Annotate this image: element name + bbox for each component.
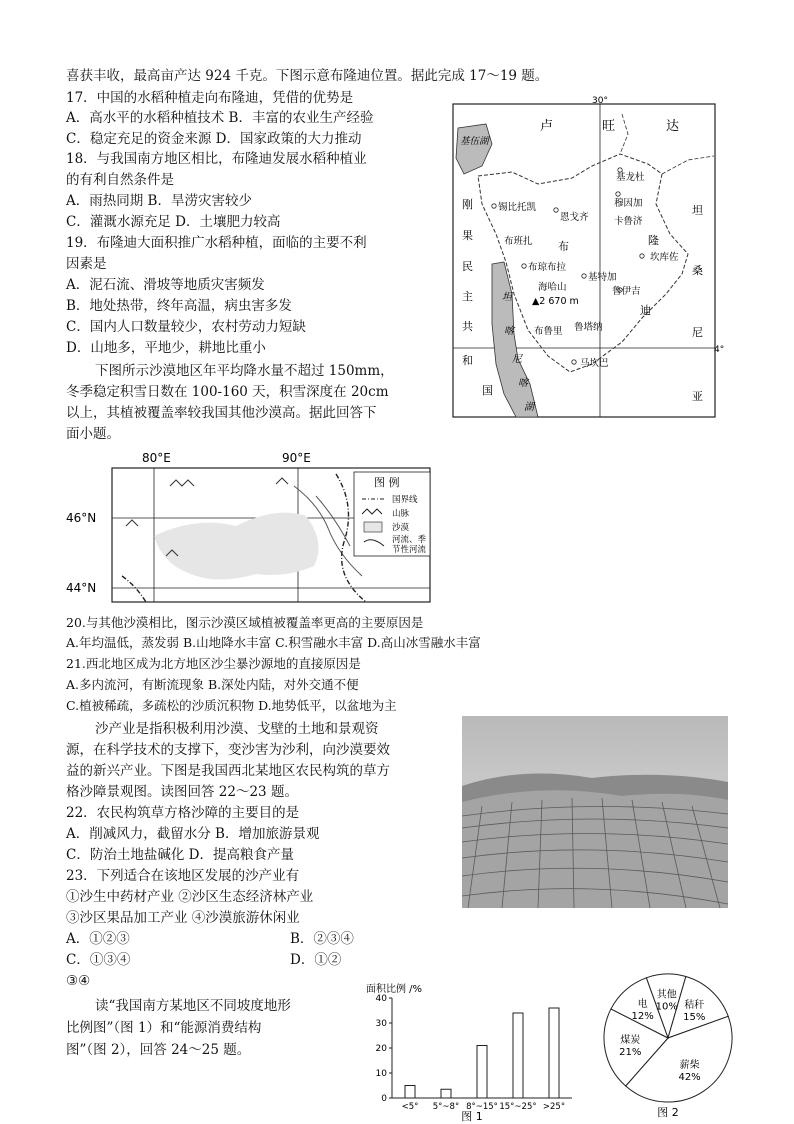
pie-value: 21% [619, 1047, 642, 1059]
text-line: 源，在科学技术的支撑下，变沙害为沙利，向沙漠要效 [66, 742, 390, 758]
map-label: 国 [482, 384, 493, 397]
option-line: C．灌溉水源充足 D．土壤肥力较高 [66, 214, 281, 230]
text-line: 冬季稳定积雪日数在 100-160 天，积雪深度在 20cm [66, 384, 389, 400]
map-label: 湖 [524, 402, 534, 413]
map-legend-label: 节性河流 [392, 545, 427, 555]
map-label: 主 [462, 290, 473, 303]
pie-value: 15% [683, 1012, 706, 1024]
map-label: 80°E [142, 451, 171, 465]
map-legend-label: 山脉 [392, 509, 410, 519]
question-17: 17．中国的水稻种植走向布隆迪，凭借的优势是 [66, 90, 354, 106]
option-line: ③④ [66, 973, 91, 989]
pie-label: 电 [637, 999, 648, 1011]
map-label: 恩戈齐 [560, 212, 589, 223]
map-label: 基特加 [588, 272, 617, 283]
map-label: 旺 [602, 119, 616, 134]
map-label: 布琼布拉 [528, 262, 567, 273]
x-tick-label: 15°~25° [499, 1102, 537, 1112]
map-label: 卢 [540, 119, 554, 134]
map-label: 坦 [692, 204, 703, 217]
question-19: 19．布隆迪大面积推广水稻种植，面临的主要不利 [66, 235, 367, 251]
map-legend-title: 图 例 [374, 476, 400, 489]
map-label: 共 [462, 320, 473, 333]
bar-0 [405, 1086, 415, 1099]
option-line: A.多内流河，有断流现象 B.深处内陆，对外交通不便 [66, 677, 359, 692]
x-tick-label: >25° [542, 1102, 566, 1112]
option-line: A．雨热同期 B．旱涝灾害较少 [66, 193, 252, 209]
x-tick-label: 8°~15° [466, 1102, 498, 1112]
map-label: 和 [462, 354, 473, 367]
pie-label: 秸秆 [684, 1000, 705, 1012]
option-line: C．①③④ [66, 952, 131, 968]
map-label: 坎库佐 [650, 252, 679, 263]
pie-value: 12% [631, 1011, 654, 1023]
option-line: D．①② [290, 952, 342, 968]
pie-label: 其他 [656, 989, 677, 1001]
map-label: 桑 [692, 264, 703, 277]
y-tick-label: 20 [375, 1044, 387, 1054]
map-label: 46°N [66, 511, 97, 525]
chart-caption: 图 1 [461, 1110, 483, 1123]
chart-ylabel: 面积比例 /% [366, 984, 423, 995]
map-label: 44°N [66, 581, 97, 595]
question-20: 20.与其他沙漠相比，图示沙漠区域植被覆盖率更高的主要原因是 [66, 615, 424, 630]
text-line: 因素是 [66, 256, 107, 272]
map-label: 锡比托凯 [498, 202, 537, 213]
text-line: 图”（图 2），回答 24～25 题。 [66, 1042, 251, 1058]
pie-label: 薪柴 [679, 1059, 700, 1071]
map-legend-label: 河流、季 [392, 535, 427, 545]
option-line: C.植被稀疏，多疏松的沙质沉积物 D.地势低平，以盆地为主 [66, 698, 397, 713]
map-label: 穆因加 [614, 198, 643, 209]
bar-3 [513, 1013, 523, 1098]
map-label: 布鲁里 [534, 326, 563, 337]
map-label: 隆 [648, 234, 659, 247]
pie-value: 42% [678, 1071, 701, 1083]
map-label: 马坎巴 [580, 358, 609, 369]
bar-4 [549, 1008, 559, 1098]
map-label: 喀 [518, 378, 528, 389]
option-line: A．高水平的水稻种植技术 B．丰富的农业生产经验 [66, 110, 374, 126]
map-label: 亚 [692, 390, 703, 403]
option-line: A．削减风力，截留水分 B．增加旅游景观 [66, 826, 320, 842]
map-label: 基龙杜 [616, 172, 645, 183]
question-23: 23．下列适合在该地区发展的沙产业有 [66, 868, 300, 884]
text-line: 喜获丰收，最高亩产达 924 千克。下图示意布隆迪位置。据此完成 17～19 题。 [66, 68, 549, 84]
text-line: 比例图”（图 1）和“能源消费结构 [66, 1020, 262, 1036]
desert-map [66, 446, 446, 606]
question-21: 21.西北地区成为北方地区沙尘暴沙源地的直接原因是 [66, 656, 361, 671]
map-label: 30° [592, 96, 608, 106]
burundi-map [452, 94, 725, 419]
x-tick-label: 5°~8° [432, 1102, 460, 1112]
option-line: A．①②③ [66, 931, 130, 947]
option-line: B．②③④ [290, 931, 354, 947]
y-tick-label: 40 [375, 994, 387, 1004]
text-line: 面小题。 [66, 426, 120, 442]
option-line: A．泥石流、滑坡等地质灾害频发 [66, 277, 265, 293]
map-label: 鲁伊吉 [612, 286, 641, 297]
map-label: 果 [462, 229, 473, 242]
map-legend-label: 国界线 [392, 495, 418, 505]
option-line: A.年均温低，蒸发弱 B.山地降水丰富 C.积雪融水丰富 D.高山冰雪融水丰富 [66, 635, 481, 650]
chart-caption: 图 2 [657, 1106, 679, 1119]
option-line: ③沙区果品加工产业 ④沙漠旅游休闲业 [66, 910, 300, 926]
sand-barrier-photo [462, 716, 728, 908]
pie-value: 10% [655, 1001, 678, 1013]
text-line: 格沙障景观图。读图回答 22～23 题。 [66, 784, 298, 800]
map-legend-label: 沙漠 [392, 523, 410, 533]
slope-bar-chart [362, 980, 582, 1124]
option-line: D．山地多，平地少，耕地比重小 [66, 340, 266, 356]
map-label: 布 [558, 240, 569, 253]
map-label: 海哈山 [538, 282, 567, 293]
option-line: C．稳定充足的资金来源 D．国家政策的大力推动 [66, 131, 362, 147]
map-label: 达 [666, 119, 680, 134]
map-label: 90°E [282, 451, 311, 465]
map-label: 鲁塔纳 [574, 322, 603, 333]
pie-label: 煤炭 [620, 1035, 641, 1047]
map-label: 卡鲁济 [614, 216, 643, 227]
map-label: ▲2 670 m [532, 296, 579, 307]
text-line: 下图所示沙漠地区年平均降水量不超过 150mm， [95, 363, 394, 379]
y-tick-label: 10 [375, 1069, 387, 1079]
option-line: C．防治土地盐碱化 D．提高粮食产量 [66, 847, 294, 863]
text-line: 读“我国南方某地区不同坡度地形 [95, 998, 291, 1014]
text-line: 益的新兴产业。下图是我国西北某地区农民构筑的草方 [66, 763, 390, 779]
y-tick-label: 30 [375, 1019, 387, 1029]
x-tick-label: <5° [401, 1102, 419, 1112]
map-label: 喀 [504, 326, 514, 337]
map-label: 尼 [692, 326, 703, 339]
bar-2 [477, 1046, 487, 1099]
map-label: 坦 [502, 292, 512, 303]
map-label: 4° [714, 345, 725, 355]
map-label: 尼 [512, 354, 522, 365]
bar-1 [441, 1089, 451, 1098]
text-line: 的有利自然条件是 [66, 172, 174, 188]
question-18: 18．与我国南方地区相比，布隆迪发展水稻种植业 [66, 151, 367, 167]
option-line: B．地处热带，终年高温，病虫害多发 [66, 298, 292, 314]
text-line: 沙产业是指积极利用沙漠、戈壁的土地和景观资 [95, 721, 379, 737]
map-label: 迪 [640, 304, 651, 317]
map-label: 基伍湖 [460, 136, 489, 147]
map-label: 民 [462, 260, 473, 273]
text-line: 以上，其植被覆盖率较我国其他沙漠高。据此回答下 [66, 405, 377, 421]
map-label: 布班扎 [504, 236, 533, 247]
energy-pie-chart [594, 972, 744, 1124]
option-line: ①沙生中药材产业 ②沙区生态经济林产业 [66, 889, 314, 905]
option-line: C．国内人口数量较少，农村劳动力短缺 [66, 319, 306, 335]
map-label: 刚 [462, 198, 473, 211]
question-22: 22．农民构筑草方格沙障的主要目的是 [66, 805, 300, 821]
y-tick-label: 0 [381, 1094, 387, 1104]
